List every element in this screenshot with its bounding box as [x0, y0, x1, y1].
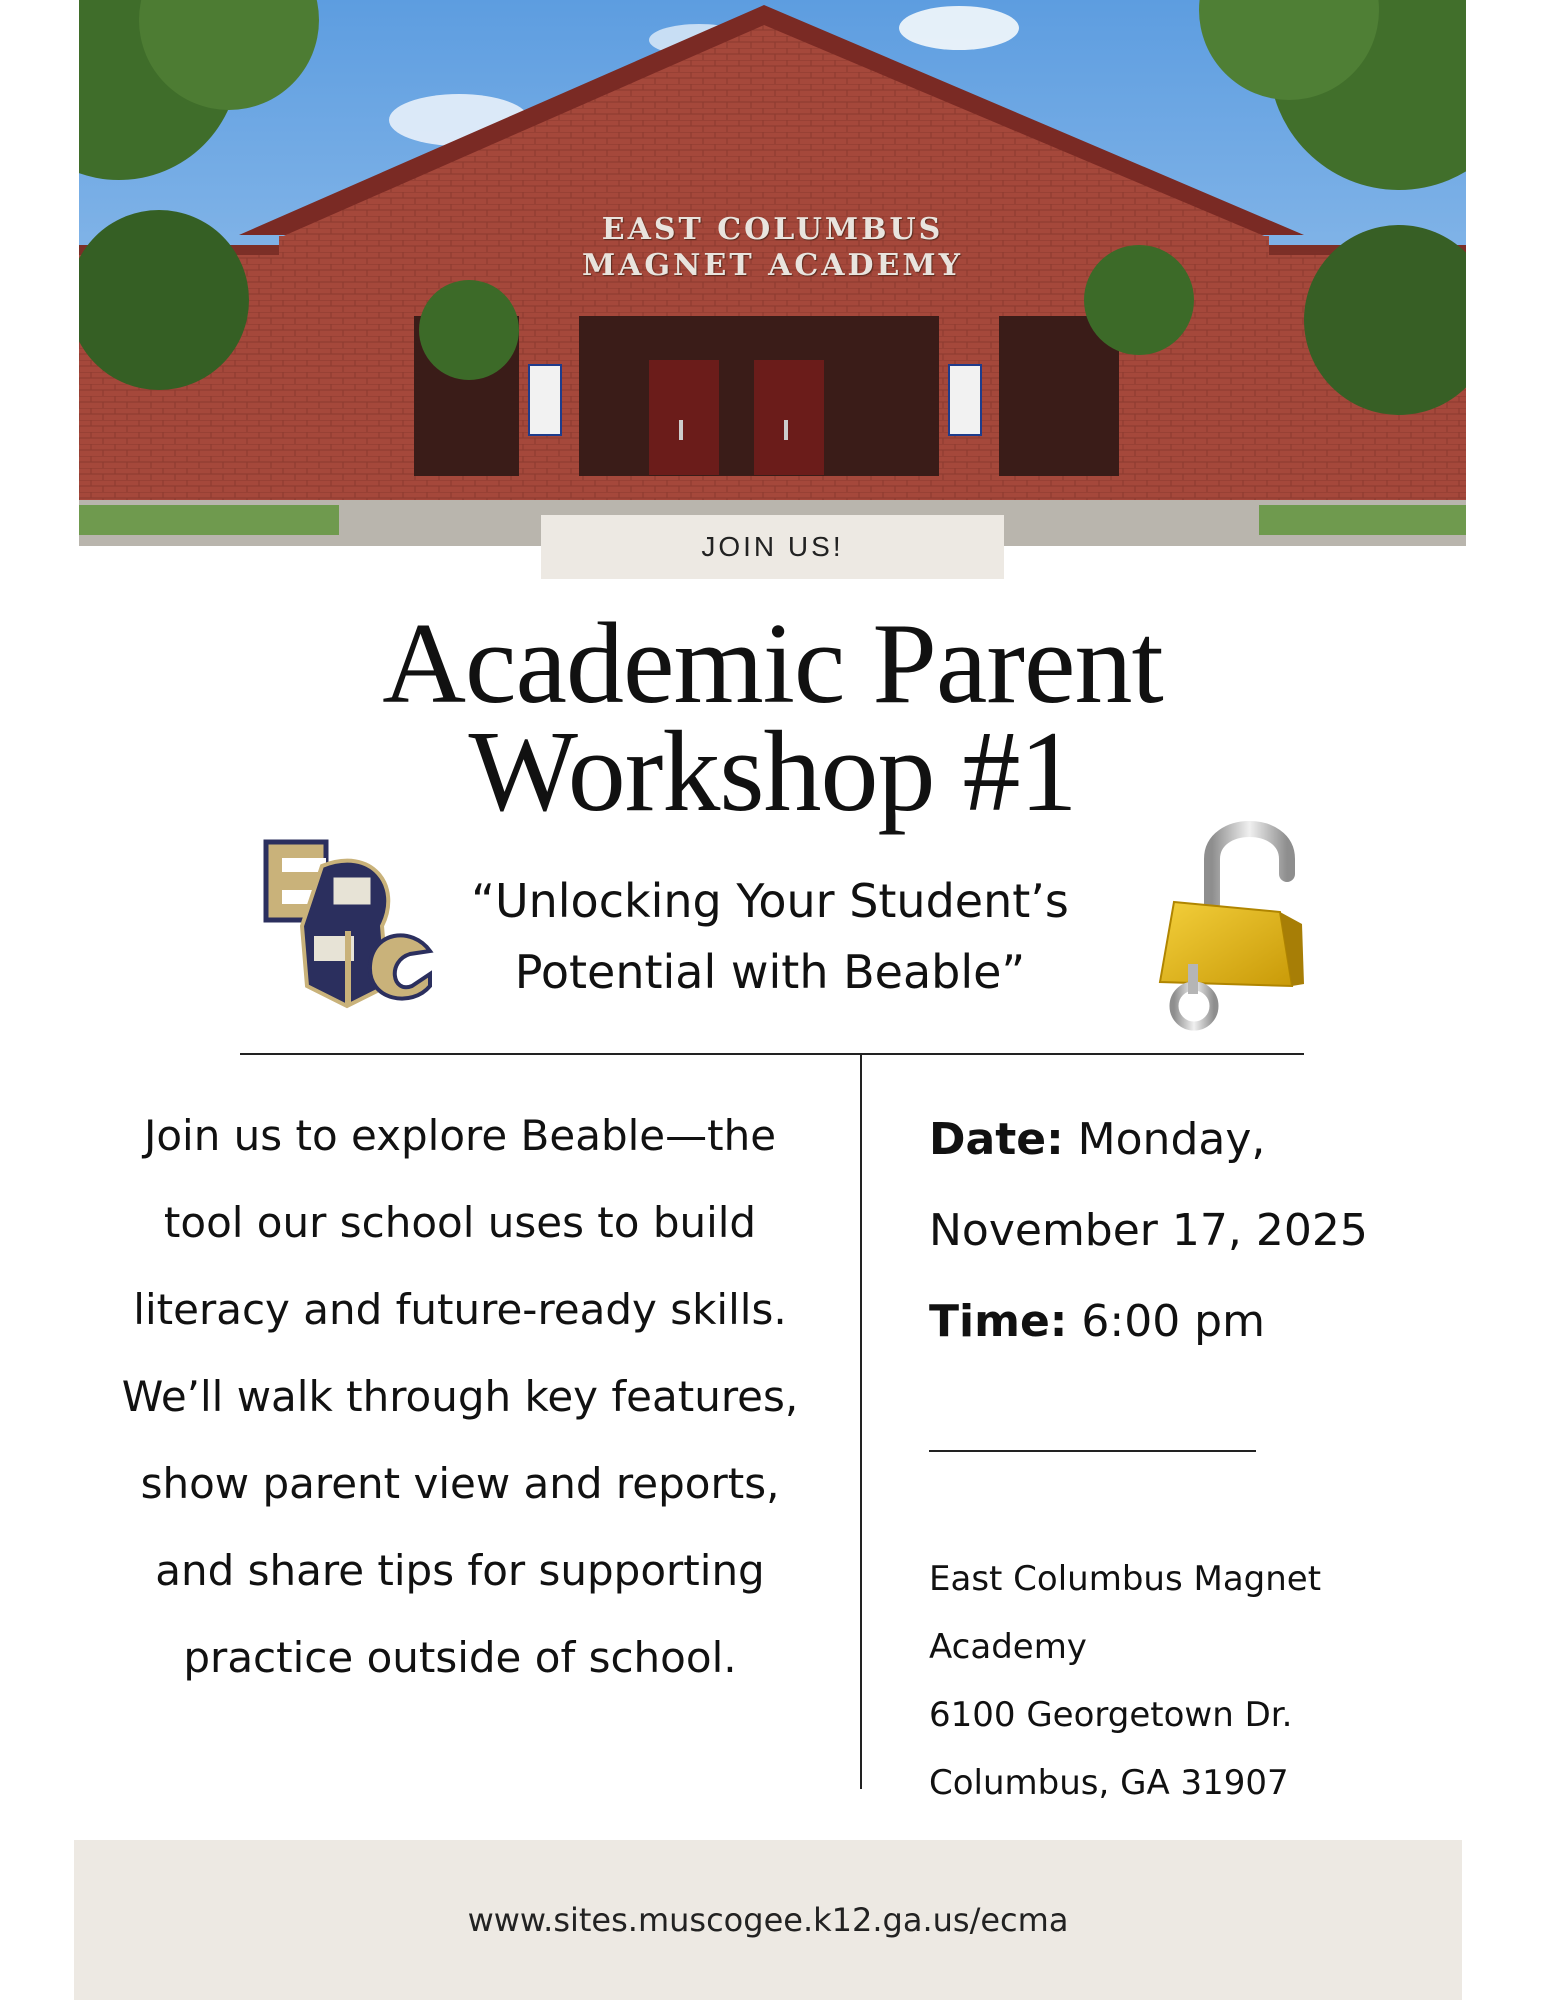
address-street: 6100 Georgetown Dr.: [929, 1695, 1293, 1735]
description-line: practice outside of school.: [183, 1633, 737, 1682]
workshop-subtitle: [400, 866, 1140, 1008]
description-line: literacy and future-ready skills.: [133, 1285, 787, 1334]
vertical-divider: [860, 1054, 862, 1789]
footer-bar: [74, 1840, 1462, 2000]
description-line: and share tips for supporting: [155, 1546, 765, 1595]
hero-photo: [79, 0, 1466, 546]
subtitle-line2: Potential with Beable”: [514, 945, 1026, 999]
time-value: 6:00 pm: [1067, 1296, 1265, 1347]
subtitle-line1: “Unlocking Your Student’s: [471, 874, 1069, 928]
building-sign-line2: MAGNET ACADEMY: [581, 248, 964, 283]
workshop-description: [100, 1092, 820, 1701]
date-label: Date:: [929, 1114, 1064, 1165]
description-line: Join us to explore Beable—the: [143, 1111, 777, 1160]
description-line: show parent view and reports,: [140, 1459, 780, 1508]
date-value-line2: November 17, 2025: [929, 1205, 1368, 1256]
event-details: [929, 1094, 1449, 1367]
title-line2: Workshop #1: [468, 708, 1077, 836]
description-line: We’ll walk through key features,: [121, 1372, 799, 1421]
event-time: [929, 1276, 1449, 1367]
details-separator: [929, 1450, 1256, 1452]
description-line: tool our school uses to build: [163, 1198, 757, 1247]
join-us-tag: JOIN US!: [541, 515, 1004, 579]
time-label: Time:: [929, 1296, 1068, 1347]
building-sign: [79, 212, 1466, 284]
page-title: [0, 600, 1545, 836]
date-value-line1: Monday,: [1063, 1114, 1266, 1165]
website-link[interactable]: www.sites.muscogee.k12.ga.us/ecma: [467, 1901, 1069, 1939]
title-line1: Academic Parent: [382, 600, 1163, 728]
event-address: [929, 1545, 1489, 1817]
address-name: East Columbus Magnet Academy: [929, 1559, 1322, 1667]
building-sign-line1: EAST COLUMBUS: [601, 212, 944, 247]
horizontal-divider: [240, 1053, 1304, 1055]
open-padlock-icon: [1152, 814, 1310, 1034]
event-date: [929, 1094, 1449, 1185]
address-city: Columbus, GA 31907: [929, 1763, 1289, 1803]
